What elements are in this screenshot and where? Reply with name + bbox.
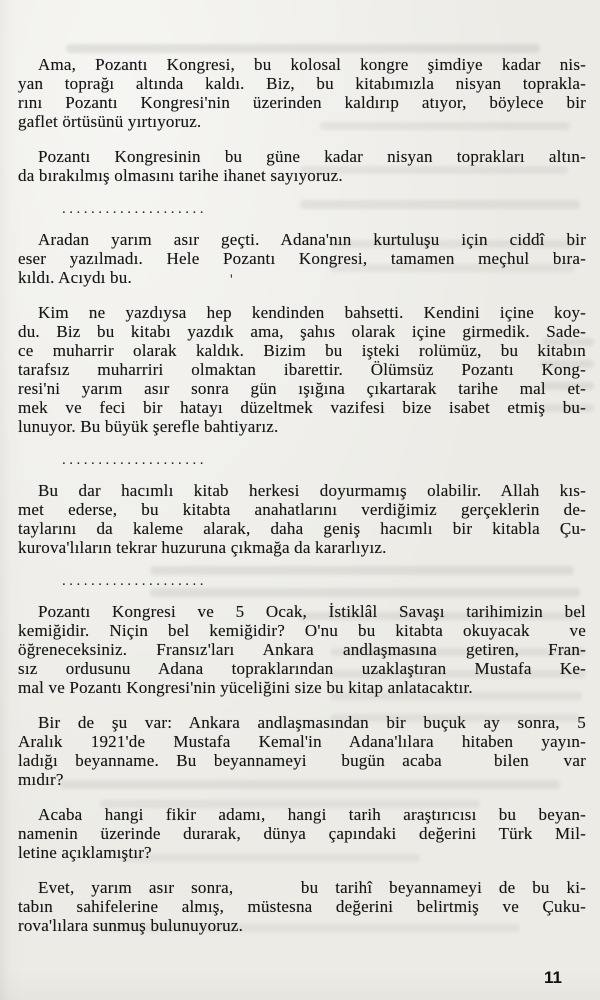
text-line: kemiğidir. Niçin bel kemiğidir? O'nu bu kitabta okuyacak ve (18, 621, 586, 640)
text-line: letine açıklamıştır? (18, 843, 152, 862)
stray-ink-mark: ' (230, 272, 233, 288)
text-line: tarafsız muharriri olmaktan ibarettir. Ölümsüz Pozantı Kong- (18, 360, 586, 379)
text-body (18, 55, 586, 951)
paragraph (18, 878, 586, 935)
text-line: Aralık 1921'de Mustafa Kemal'in Adana'lılara hitaben yayın- (18, 732, 586, 751)
text-line: Ama, Pozantı Kongresi, bu kolosal kongre şimdiye kadar nis- (38, 55, 586, 74)
text-line: namenin üzerinde durarak, dünya çapındaki değerini Türk Mil- (18, 824, 586, 843)
text-line: tabın sahifelerine almış, müstesna değerini belirtmiş ve Çuku- (18, 897, 586, 916)
text-line: mek ve feci bir hatayı düzeltmek vazifesi bize isabet etmiş bu- (18, 398, 586, 417)
text-line: kıldı. Acıydı bu. (18, 268, 132, 287)
section-separator: .................... (62, 452, 207, 468)
text-line: sız ordusunu Adana topraklarından uzaklaştıran Mustafa Ke- (18, 659, 586, 678)
paragraph (18, 713, 586, 789)
text-line: kurova'lıların tekrar huzuruna çıkmağa da kararlıyız. (18, 538, 387, 557)
paragraph (18, 805, 586, 862)
text-line: eser yazılmadı. Hele Pozantı Kongresi, tamamen meçhul bıra- (18, 249, 586, 268)
text-line: mıdır? (18, 770, 64, 789)
text-line: Pozantı Kongresi ve 5 Ocak, İstiklâl Savaşı tarihimizin bel (38, 602, 586, 621)
text-line: ladığı beyanname. Bu beyannameyi bugün acaba bilen var (18, 751, 586, 770)
text-line: mal ve Pozantı Kongresi'nin yüceliğini size bu kitap anlatacaktır. (18, 678, 473, 697)
text-line: Acaba hangi fikir adamı, hangi tarih araştırıcısı bu beyan- (38, 805, 586, 824)
paragraph (18, 230, 586, 287)
paragraph (18, 481, 586, 557)
bleed-through-artifact (66, 44, 540, 53)
section-separator: .................... (62, 201, 207, 217)
paragraph (18, 602, 586, 697)
text-line: Kim ne yazdıysa hep kendinden bahsetti. Kendini içine koy- (38, 303, 586, 322)
section-separator: .................... (62, 573, 207, 589)
text-line: öğreneceksiniz. Fransız'ları Ankara andlaşmasına getiren, Fran- (18, 640, 586, 659)
text-line: resi'ni yarım asır sonra gün ışığına çıkartarak tarihe mal et- (18, 379, 586, 398)
text-line: lunuyor. Bu büyük şerefle bahtiyarız. (18, 417, 279, 436)
text-line: met ederse, bu kitabta anahatlarını verdiğimiz gerçeklerin de- (18, 500, 586, 519)
paragraph (18, 303, 586, 436)
text-line: ce muharrir olarak kaldık. Bizim bu işteki rolümüz, bu kitabın (18, 341, 586, 360)
text-line: da bırakılmış olmasını tarihe ihanet sayıyoruz. (18, 166, 343, 185)
text-line: gaflet örtüsünü yırtıyoruz. (18, 112, 202, 131)
text-line: taylarını da kaleme alarak, daha geniş hacımlı bir kitabla Çu- (18, 519, 586, 538)
text-line: Bu dar hacımlı kitab herkesi doyurmamış olabilir. Allah kıs- (38, 481, 586, 500)
paragraph (18, 147, 586, 185)
text-line: yan toprağı altında kaldı. Biz, bu kitabımızla nisyan toprakla- (18, 74, 586, 93)
page-number: 11 (544, 968, 562, 987)
paragraph (18, 55, 586, 131)
text-line: Evet, yarım asır sonra, bu tarihî beyannameyi de bu ki- (38, 878, 586, 897)
text-line: Aradan yarım asır geçti. Adana'nın kurtuluşu için ciddî bir (38, 230, 586, 249)
text-line: Bir de şu var: Ankara andlaşmasından bir buçuk ay sonra, 5 (38, 713, 586, 732)
text-line: rova'lılara sunmuş bulunuyoruz. (18, 916, 244, 935)
text-line: du. Biz bu kitabı yazdık ama, şahıs olarak içine girmedik. Sade- (18, 322, 586, 341)
text-line: rını Pozantı Kongresi'nin üzerinden kaldırıp atıyor, böylece bir (18, 93, 586, 112)
text-line: Pozantı Kongresinin bu güne kadar nisyan toprakları altın- (38, 147, 586, 166)
